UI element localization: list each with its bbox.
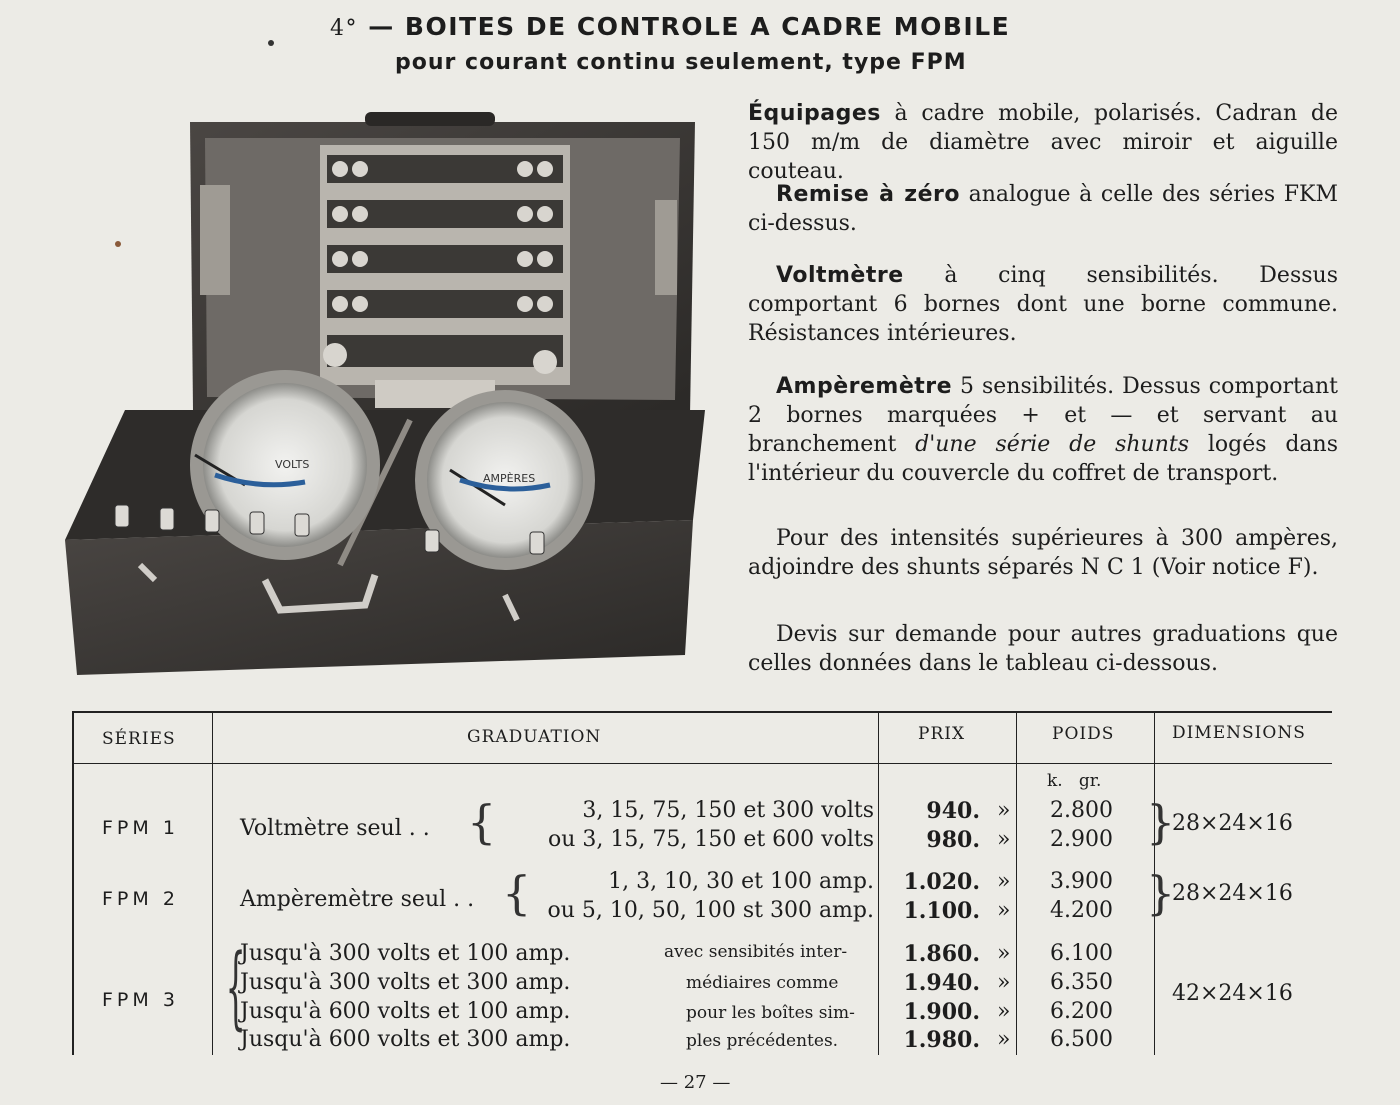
table-header-rule	[72, 763, 1332, 764]
brace: {	[502, 866, 532, 920]
weight-unit: k. gr.	[1047, 771, 1102, 791]
note-line: pour les boîtes sim-	[686, 1003, 855, 1023]
lid-strap-right	[655, 200, 677, 295]
para-text: analogue à celle des séries FKM ci-dessus.	[748, 182, 1338, 236]
ditto-mark: »	[997, 869, 1011, 894]
weight: 3.900	[1050, 869, 1113, 894]
graduation-line: Jusqu'à 300 volts et 100 amp.	[240, 941, 571, 966]
graduation-line: ou 5, 10, 50, 100 st 300 amp.	[547, 898, 874, 923]
dimensions: 42×24×16	[1172, 981, 1293, 1006]
price: 980.	[926, 827, 980, 853]
price: 1.980.	[903, 1027, 980, 1053]
graduation-line: Jusqu'à 600 volts et 300 amp.	[240, 1027, 571, 1052]
note-line: médiaires comme	[686, 973, 839, 993]
series-fpm2: FPM 2	[102, 888, 179, 910]
header-series: SÉRIES	[102, 729, 176, 749]
graduation-line: 1, 3, 10, 30 et 100 amp.	[608, 869, 874, 894]
para-head: Ampèremètre	[776, 374, 953, 399]
header-dimensions: DIMENSIONS	[1172, 723, 1306, 743]
graduation-line: ou 3, 15, 75, 150 et 600 volts	[547, 827, 874, 852]
price: 940.	[926, 798, 980, 824]
header-graduation: GRADUATION	[467, 727, 602, 747]
para-head: Voltmètre	[776, 263, 904, 288]
para-text: à cadre mobile, polarisés. Cadran de 150 m/m de diamètre avec miroir et aiguille couteau.	[748, 101, 1338, 184]
brace: }	[1146, 795, 1176, 849]
page-title	[330, 12, 1010, 41]
graduation-line: 3, 15, 75, 150 et 300 volts	[582, 798, 874, 823]
title-text: — BOITES DE CONTROLE A CADRE MOBILE	[368, 12, 1011, 41]
base-front	[65, 520, 693, 675]
para-italic: d'une série de shunts	[915, 432, 1190, 457]
col-rule	[1016, 711, 1017, 1055]
ditto-mark: »	[997, 999, 1011, 1024]
weight: 4.200	[1050, 898, 1113, 923]
col-rule	[878, 711, 879, 1055]
weight: 6.500	[1050, 1027, 1113, 1052]
weight: 2.900	[1050, 827, 1113, 852]
ditto-mark: »	[997, 898, 1011, 923]
note-line: avec sensibités inter-	[664, 942, 848, 962]
price: 1.940.	[903, 970, 980, 996]
ditto-mark: »	[997, 1027, 1011, 1052]
brace: }	[1146, 866, 1176, 920]
para-tail: logés dans l'intérieur du couvercle du coffret de transport.	[748, 432, 1339, 486]
para-text: Devis sur demande pour autres graduations que celles données dans le tableau ci-dessous.	[748, 622, 1338, 676]
brace: {	[225, 935, 246, 1040]
page-number: — 27 —	[660, 1072, 731, 1093]
para-remise	[748, 180, 1338, 238]
weight: 6.350	[1050, 970, 1113, 995]
para-equipages	[748, 99, 1338, 186]
ditto-mark: »	[997, 798, 1011, 823]
price: 1.020.	[903, 869, 980, 895]
ink-dot	[268, 40, 274, 46]
weight: 6.200	[1050, 999, 1113, 1024]
para-head: Équipages	[748, 101, 881, 126]
price: 1.900.	[903, 999, 980, 1025]
para-text: Pour des intensités supérieures à 300 ampères, adjoindre des shunts séparés N C 1 (Voir notice F).	[748, 526, 1338, 580]
price: 1.100.	[903, 898, 980, 924]
para-text: à cinq sensibilités. Dessus comportant 6 bornes dont une borne commune. Résistances intérieures.	[748, 263, 1338, 346]
series-fpm1: FPM 1	[102, 817, 179, 839]
price: 1.860.	[903, 941, 980, 967]
para-devis	[748, 620, 1338, 678]
price-table	[72, 711, 1332, 1055]
title-number: 4°	[330, 16, 358, 41]
header-price: PRIX	[918, 724, 966, 744]
col-rule	[212, 711, 213, 1055]
dimensions: 28×24×16	[1172, 811, 1293, 836]
para-text: 5 sensibilités. Dessus comportant 2 bornes marquées + et — et servant au branchement	[748, 374, 1338, 457]
lid-strap-left	[200, 185, 230, 295]
ditto-mark: »	[997, 827, 1011, 852]
row-label: Ampèremètre seul . .	[240, 887, 475, 912]
ditto-mark: »	[997, 970, 1011, 995]
para-intensites	[748, 524, 1338, 582]
voltmeter-dial-label: VOLTS	[275, 458, 310, 471]
top-handle	[365, 112, 495, 126]
series-fpm3: FPM 3	[102, 989, 179, 1011]
instrument-case-illustration	[65, 110, 705, 690]
weight: 2.800	[1050, 798, 1113, 823]
ammeter-dial-label: AMPÈRES	[483, 472, 536, 485]
brace: {	[467, 795, 497, 849]
header-weight: POIDS	[1052, 724, 1115, 744]
ditto-mark: »	[997, 941, 1011, 966]
page-subtitle: pour courant continu seulement, type FPM	[395, 50, 967, 75]
graduation-line: Jusqu'à 300 volts et 300 amp.	[240, 970, 571, 995]
note-line: ples précédentes.	[686, 1031, 839, 1051]
para-head: Remise à zéro	[776, 182, 960, 207]
para-voltmetre	[748, 261, 1338, 348]
para-amperemetre	[748, 372, 1338, 488]
table-top-rule	[72, 711, 1332, 713]
weight: 6.100	[1050, 941, 1113, 966]
row-label: Voltmètre seul . .	[240, 816, 430, 841]
graduation-line: Jusqu'à 600 volts et 100 amp.	[240, 999, 571, 1024]
dimensions: 28×24×16	[1172, 881, 1293, 906]
